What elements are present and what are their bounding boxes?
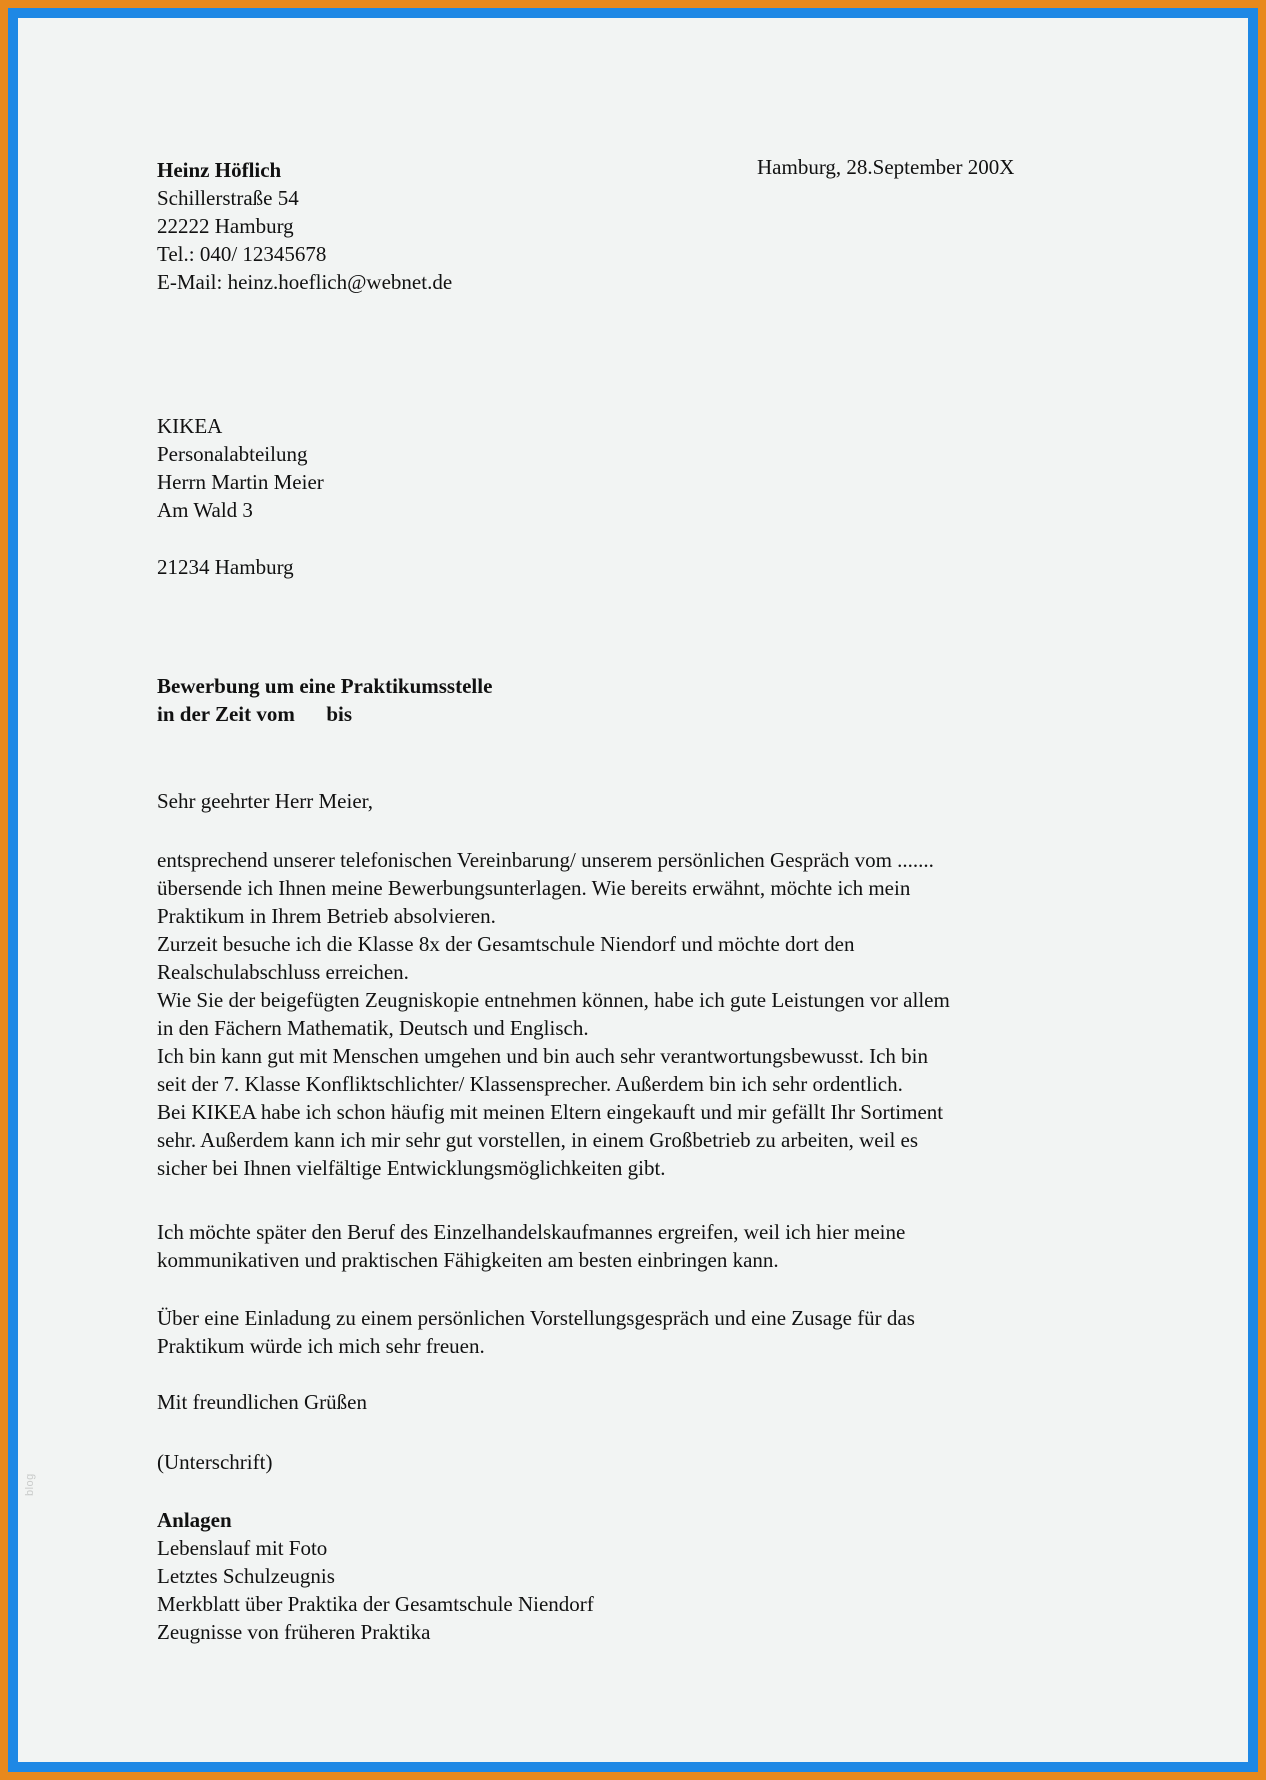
recipient-contact: Herrn Martin Meier [157,470,324,494]
body-paragraph-2 [157,1218,905,1274]
sender-phone: Tel.: 040/ 12345678 [157,242,327,266]
recipient-street: Am Wald 3 [157,498,253,522]
sender-email: E-Mail: heinz.hoeflich@webnet.de [157,270,453,294]
sender-city: 22222 Hamburg [157,214,294,238]
body-paragraph-1 [157,846,950,1182]
subject-line-1: Bewerbung um eine Praktikumsstelle [157,674,493,698]
body-line: in den Fächern Mathematik, Deutsch und Englisch. [157,1016,589,1040]
body-line: kommunikativen und praktischen Fähigkeiten am besten einbringen kann. [157,1248,779,1272]
subject-block [157,672,492,728]
enclosure-item: Merkblatt über Praktika der Gesamtschule Niendorf [157,1592,594,1616]
enclosure-item: Zeugnisse von früheren Praktika [157,1620,431,1644]
recipient-city: 21234 Hamburg [157,555,294,579]
body-line: Ich bin kann gut mit Menschen umgehen und bin auch sehr verantwortungsbewusst. Ich bin [157,1044,929,1068]
recipient-department: Personalabteilung [157,442,308,466]
letter-inner-frame [8,8,1258,1772]
body-line: entsprechend unserer telefonischen Vereinbarung/ unserem persönlichen Gespräch vom ....... [157,848,934,872]
dateline: Hamburg, 28.September 200X [757,155,1015,179]
salutation: Sehr geehrter Herr Meier, [157,789,374,813]
body-line: sicher bei Ihnen vielfältige Entwicklungsmöglichkeiten gibt. [157,1156,666,1180]
recipient-company: KIKEA [157,414,223,438]
body-line: Ich möchte später den Beruf des Einzelhandelskaufmannes ergreifen, weil ich hier meine [157,1220,906,1244]
sender-block [157,156,452,296]
body-line: Über eine Einladung zu einem persönlichen Vorstellungsgespräch und eine Zusage für das [157,1306,915,1330]
enclosure-item: Lebenslauf mit Foto [157,1536,328,1560]
body-paragraph-3 [157,1304,915,1360]
body-line: Bei KIKEA habe ich schon häufig mit meinen Eltern eingekauft und mir gefällt Ihr Sortiment [157,1100,944,1124]
enclosures-list [157,1534,594,1646]
body-line: Realschulabschluss erreichen. [157,960,409,984]
closing: Mit freundlichen Grüßen [157,1390,367,1414]
watermark-text: blog [24,1473,36,1496]
body-line: sehr. Außerdem kann ich mir sehr gut vorstellen, in einem Großbetrieb zu arbeiten, weil es [157,1128,919,1152]
body-line: Praktikum in Ihrem Betrieb absolvieren. [157,904,496,928]
sender-street: Schillerstraße 54 [157,186,299,210]
enclosures-title: Anlagen [157,1508,232,1532]
recipient-block [157,412,324,524]
signature-placeholder: (Unterschrift) [157,1450,273,1474]
subject-line-2: in der Zeit vom bis [157,702,353,726]
enclosure-item: Letztes Schulzeugnis [157,1564,335,1588]
body-line: seit der 7. Klasse Konfliktschlichter/ Klassensprecher. Außerdem bin ich sehr ordentlich. [157,1072,903,1096]
sender-name: Heinz Höflich [157,158,282,182]
body-line: Praktikum würde ich mich sehr freuen. [157,1334,485,1358]
body-line: übersende ich Ihnen meine Bewerbungsunterlagen. Wie bereits erwähnt, möchte ich mein [157,876,911,900]
body-line: Zurzeit besuche ich die Klasse 8x der Gesamtschule Niendorf und möchte dort den [157,932,855,956]
body-line: Wie Sie der beigefügten Zeugniskopie entnehmen können, habe ich gute Leistungen vor allem [157,988,950,1012]
